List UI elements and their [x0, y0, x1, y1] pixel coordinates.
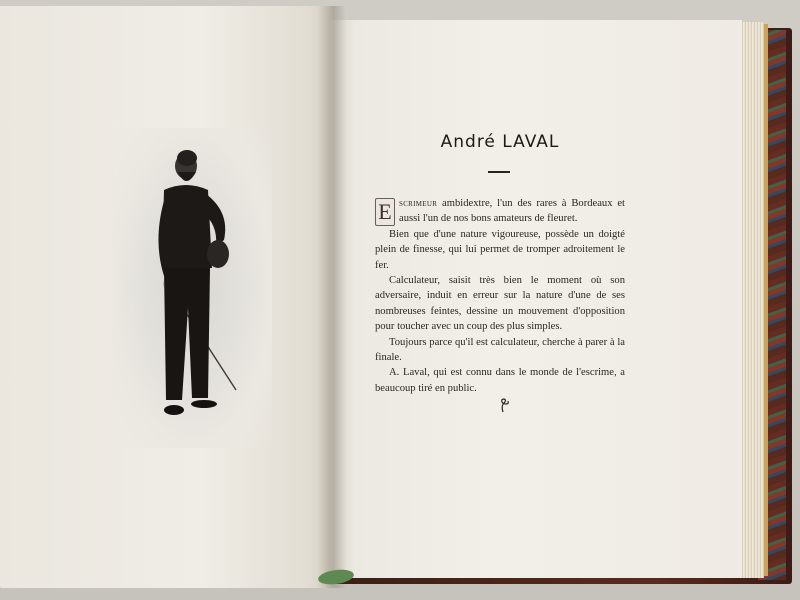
paragraph: Toujours parce qu'il est calculateur, cherche à parer à la finale.: [375, 336, 625, 364]
paragraph: Bien que d'une nature vigoureuse, possède un doigté plein de finesse, qui lui permet de tromper adroitement le fer.: [375, 228, 625, 271]
fencer-figure: [112, 128, 272, 448]
fencer-portrait-photo: [112, 128, 272, 448]
paragraph: Calculateur, saisit très bien le moment où son adversaire, induit en erreur sur la nature d'une de ses nombreuses feintes, dessine un mouvement d'opposition pour toucher avec un coup des plus simples.: [375, 275, 625, 333]
dropcap: E: [375, 198, 395, 226]
paragraph: [375, 196, 625, 227]
fleuron-ornament-icon: [496, 397, 510, 413]
first-word: scrimeur: [399, 198, 438, 209]
gilt-edge: [764, 24, 768, 576]
page-title: André LAVAL: [440, 132, 560, 152]
paragraph: A. Laval, qui est connu dans le monde de l'escrime, a beaucoup tiré en public.: [375, 367, 625, 394]
book-gutter: [318, 6, 346, 588]
title-rule: [488, 171, 510, 173]
paragraph-text: ambidextre, l'un des rares à Bordeaux et aussi l'un de nos bons amateurs de fleuret.: [399, 198, 626, 225]
body-text: [375, 196, 625, 396]
